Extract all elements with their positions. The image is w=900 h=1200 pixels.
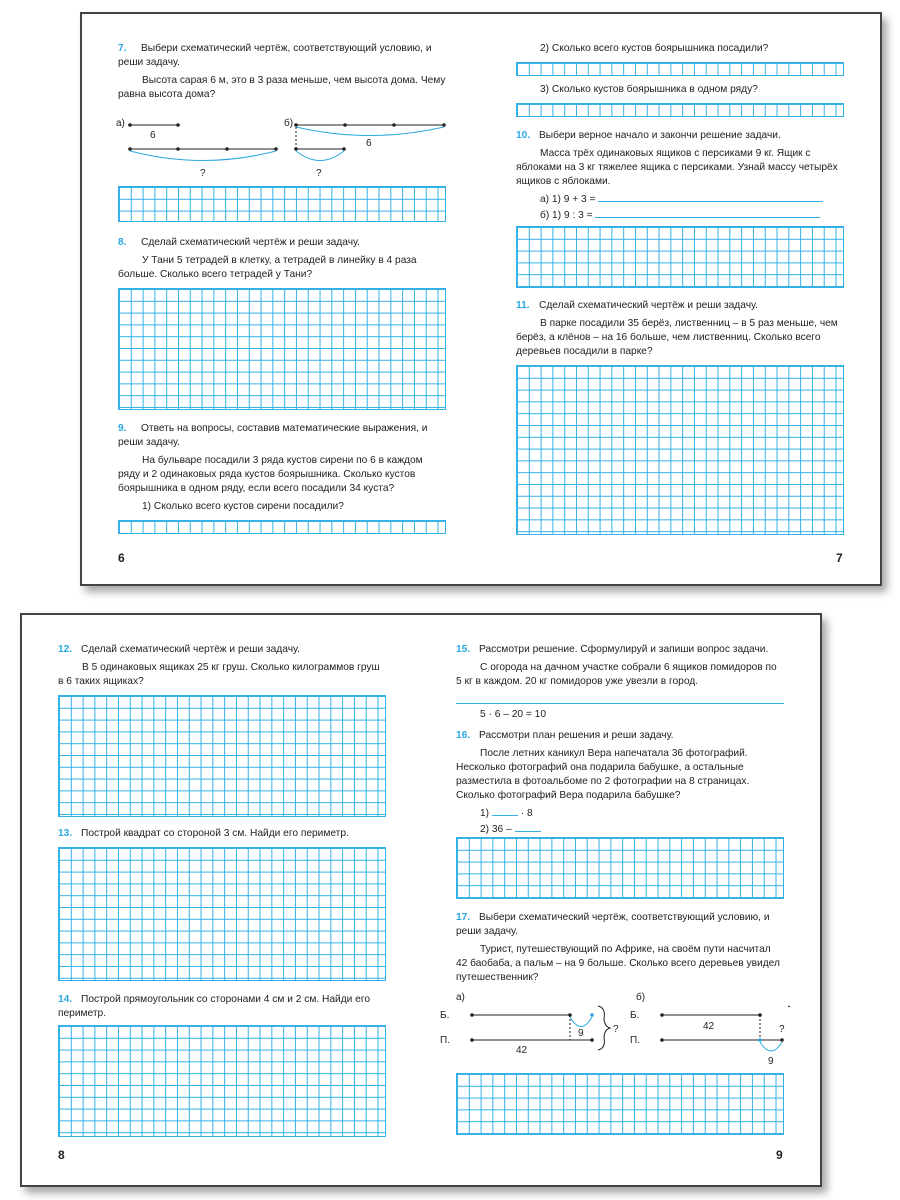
diagram-b-42: 42 [703,1021,715,1032]
diagram-b-p: П. [630,1035,640,1046]
diagram-a-question: ? [200,168,206,179]
step-2-blank[interactable] [515,821,541,832]
task-number: 12. [58,644,73,655]
answer-grid[interactable] [516,365,844,535]
diagram-a-question: ? [613,1024,619,1035]
step-1-multiplier: · 8 [520,808,533,819]
task-heading: Ответь на вопросы, составив математические выражения, и реши задачу. [118,423,428,448]
task-heading: Выбери схематический чертёж, соответствующий условию, и реши задачу. [118,43,432,68]
task-text: В парке посадили 35 берёз, лиственниц – в 5 раз меньше, чем берёз, а клёнов – на 16 больше, чем лиственниц. Сколько всего деревьев посадили в парке? [516,318,838,357]
task-heading: Рассмотри решение. Сформулируй и запиши вопрос задачи. [479,644,769,655]
task-heading: Выбери верное начало и закончи решение задачи. [539,130,781,141]
diagram-a-label: а) [116,118,125,129]
answer-grid[interactable] [118,288,446,410]
task-number: 14. [58,994,73,1005]
task-text: Высота сарая 6 м, это в 3 раза меньше, чем высота дома. Чему равна высота дома? [118,75,446,100]
bottom-spread [20,613,822,1187]
page-number: 7 [836,551,843,565]
answer-line-b[interactable] [595,207,820,218]
answer-grid[interactable] [58,847,386,981]
answer-grid[interactable] [516,226,844,288]
answer-line-a[interactable] [598,191,823,202]
task-15-expression [480,708,546,722]
page-number: 8 [58,1148,65,1162]
answer-grid[interactable] [516,103,844,117]
diagram-b-question: ? [316,168,322,179]
diagram-b-nine: 9 [768,1056,774,1067]
task-number: 13. [58,828,73,839]
task-number: 16. [456,730,471,741]
task-number: 8. [118,237,127,248]
task-14 [58,993,386,1021]
answer-grid[interactable] [456,837,784,899]
answer-grid[interactable] [58,1025,386,1137]
task-text: В 5 одинаковых ящиках 25 кг груш. Сколько килограммов груш в 6 таких ящиках? [58,662,380,687]
answer-grid[interactable] [516,62,844,76]
diagram-b-question: ? [779,1024,785,1035]
task-text: С огорода на дачном участке собрали 6 ящиков помидоров по 5 кг в каждом. 20 кг помидоров уже увезли в город. [456,662,777,687]
answer-grid[interactable] [58,695,386,817]
question-2: 2) Сколько всего кустов боярышника посадили? [540,43,769,54]
question-answer-line[interactable] [456,703,784,704]
diagram-a-nine: 9 [578,1028,584,1039]
task-heading: Построй прямоугольник со сторонами 4 см и 2 см. Найди его периметр. [58,994,370,1019]
step-1-blank[interactable] [492,805,518,816]
task-10 [516,129,844,223]
diagram-b-label: б) [284,118,294,129]
task-text: После летних каникул Вера напечатала 36 фотографий. Несколько фотографий она подарила бабушке, а остальные разместила в фотоальбоме по 2 фотографии на 8 страницах. Сколько фотографий Вера подарила бабушке? [456,748,750,801]
task-9-continued [516,42,844,56]
task-number: 17. [456,912,471,923]
task-heading: Построй квадрат со стороной 3 см. Найди его периметр. [81,828,349,839]
top-spread [80,12,882,586]
diagram-b-b: Б. [630,1010,640,1021]
task-heading: Сделай схематический чертёж и реши задачу. [81,644,300,655]
diagram-a-p: П. [440,1035,450,1046]
task-heading: Сделай схематический чертёж и реши задачу. [539,300,758,311]
task-7 [118,42,446,102]
task-8 [118,236,446,282]
task-17 [456,911,784,985]
question-1: 1) Сколько всего кустов сирени посадили? [142,501,344,512]
task-number: 10. [516,130,531,141]
task-11 [516,299,844,359]
task-text: Масса трёх одинаковых ящиков с персиками 9 кг. Ящик с яблоками на 3 кг тяжелее ящика с персиками. Узнай массу четырёх ящиков с яблоками. [516,148,838,187]
page-number: 9 [776,1148,783,1162]
option-b: б) 1) 9 : 3 = [540,210,593,221]
answer-grid[interactable] [456,1073,784,1135]
answer-grid[interactable] [118,520,446,534]
task-text: Турист, путешествующий по Африке, на своём пути насчитал 42 баобаба, а пальм – на 9 больше. Сколько всего деревьев увидел путешественник? [456,944,780,983]
task-number: 15. [456,644,471,655]
task-text: На бульваре посадили 3 ряда кустов сирени по 6 в каждом ряду и 2 одинаковых ряда кустов боярышника. Сколько кустов боярышника в одном ряду, если всего посадили 34 куста? [118,455,423,494]
task-number: 11. [516,300,530,311]
diagram-a-six: 6 [150,130,156,141]
task-heading: Выбери схематический чертёж, соответствующий условию, и реши задачу. [456,912,770,937]
task-heading: Сделай схематический чертёж и реши задачу. [141,237,360,248]
step-2-label: 2) 36 – [480,824,512,835]
question-3: 3) Сколько кустов боярышника в одном ряду? [540,84,758,95]
task-9 [118,422,446,514]
task-7-diagrams [116,114,456,184]
diagram-b-label: б) [636,992,646,1003]
task-heading: Рассмотри план решения и реши задачу. [479,730,674,741]
expression: 5 · 6 – 20 = 10 [480,709,546,720]
page-number: 6 [118,551,125,565]
task-number: 9. [118,423,127,434]
task-13 [58,827,386,841]
task-text: У Тани 5 тетрадей в клетку, а тетрадей в линейку в 4 раза больше. Сколько всего тетрадей у Тани? [118,255,417,280]
answer-grid[interactable] [118,186,446,222]
diagram-a-42: 42 [516,1045,528,1056]
step-1-label: 1) [480,808,490,819]
task-12 [58,643,386,689]
task-16 [456,729,784,837]
option-a: а) 1) 9 + 3 = [540,194,596,205]
task-number: 7. [118,43,127,54]
diagram-a-label: а) [456,992,465,1003]
diagram-a-b: Б. [440,1010,450,1021]
task-17-diagrams [440,988,790,1068]
diagram-b-six: 6 [366,138,372,149]
task-15 [456,643,784,689]
task-9-continued-2 [516,83,844,97]
